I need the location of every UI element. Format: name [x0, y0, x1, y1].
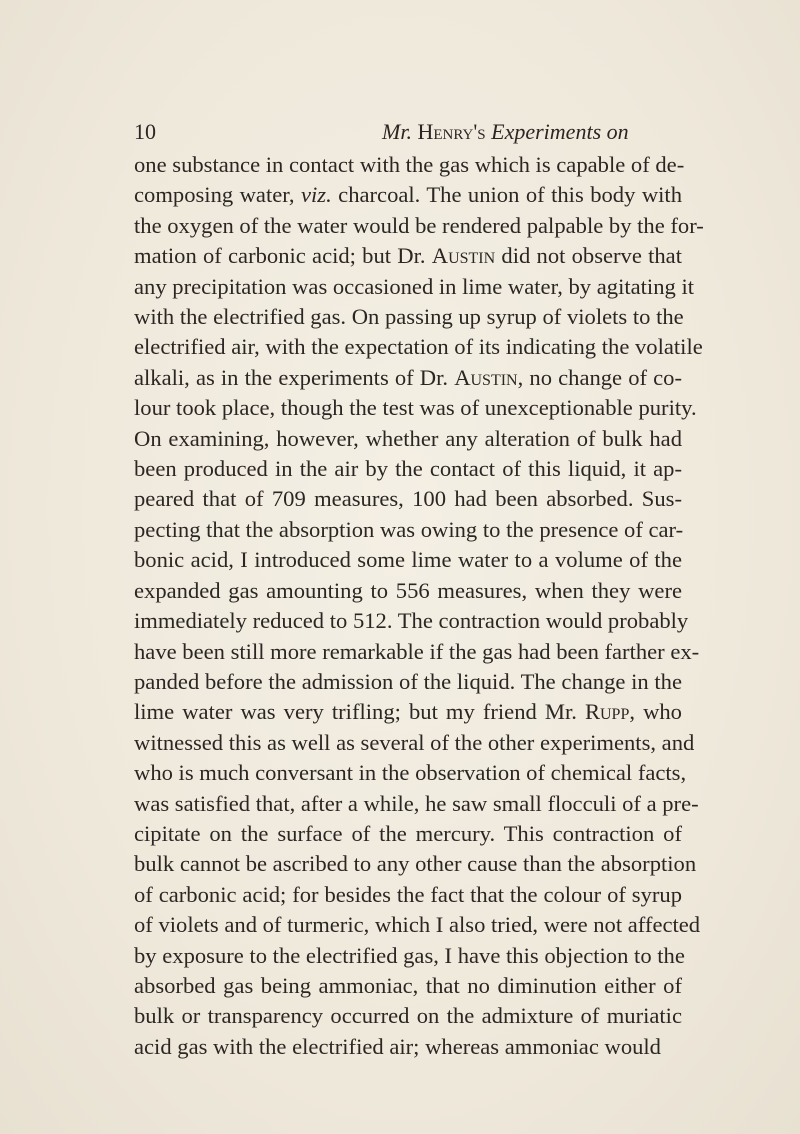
text-line	[134, 1032, 682, 1062]
text-run: , who	[629, 699, 682, 725]
text-run: have been still more remarkable if the gas had been farther ex-	[134, 638, 700, 664]
text-line	[134, 545, 682, 575]
small-caps-name: Rupp	[584, 699, 630, 725]
text-run: the oxygen of the water would be rendered palpable by the for-	[134, 212, 704, 238]
text-line	[134, 272, 695, 302]
text-line	[134, 241, 682, 271]
text-run: immediately reduced to 512. The contraction would probably	[134, 608, 689, 634]
text-line	[134, 606, 689, 636]
text-line	[134, 880, 682, 910]
text-line	[134, 332, 703, 362]
text-run: peared that of 709 measures, 100 had been absorbed. Sus-	[134, 486, 682, 512]
text-run: expanded gas amounting to 556 measures, when they were	[134, 577, 682, 603]
text-run: any precipitation was occasioned in lime water, by agitating it	[134, 273, 695, 299]
running-head-name: Henry's	[417, 119, 486, 144]
text-run: lime water was very trifling; but my friend Mr.	[134, 699, 585, 725]
text-line	[134, 302, 682, 332]
text-run: of carbonic acid; for besides the fact that the colour of syrup	[134, 881, 682, 907]
text-run: who is much conversant in the observation of chemical facts,	[134, 760, 687, 786]
text-run: lour took place, though the test was of unexceptionable purity.	[134, 395, 697, 421]
text-line	[134, 697, 682, 727]
text-line	[134, 910, 701, 940]
text-run: , no change of co-	[517, 364, 683, 390]
text-run: alkali, as in the experiments of Dr.	[134, 364, 455, 390]
text-line	[134, 454, 682, 484]
text-line	[134, 941, 685, 971]
running-head-title: Experiments on	[491, 119, 629, 144]
text-run: bulk or transparency occurred on the admixture of muriatic	[134, 1003, 682, 1029]
text-line	[134, 180, 682, 210]
running-head-author: Mr.	[382, 119, 412, 144]
text-line	[134, 667, 682, 697]
text-line	[134, 637, 700, 667]
text-run: witnessed this as well as several of the other experiments, and	[134, 729, 695, 755]
text-run: panded before the admission of the liquid. The change in the	[134, 668, 682, 694]
page-header	[134, 119, 682, 149]
text-run: been produced in the air by the contact of this liquid, it ap-	[134, 456, 682, 482]
text-run: absorbed gas being ammoniac, that no diminution either of	[134, 972, 682, 998]
text-line	[134, 758, 687, 788]
page-number: 10	[134, 119, 156, 144]
text-line	[134, 515, 682, 545]
text-line	[134, 819, 682, 849]
small-caps-name: Austin	[454, 364, 518, 390]
text-line	[134, 789, 699, 819]
text-line	[134, 576, 682, 606]
text-run: On examining, however, whether any alteration of bulk had	[134, 425, 682, 451]
text-run: did not observe that	[495, 243, 682, 269]
text-run: bulk cannot be ascribed to any other cause than the absorption	[134, 851, 697, 877]
text-line	[134, 393, 697, 423]
text-run: by exposure to the electrified gas, I have this objection to the	[134, 942, 685, 968]
text-line	[134, 971, 682, 1001]
text-run: acid gas with the electrified air; whereas ammoniac would	[134, 1033, 661, 1059]
text-run: pecting that the absorption was owing to the presence of car-	[134, 516, 684, 542]
body-text	[134, 150, 704, 1062]
text-run: composing water,	[134, 182, 301, 208]
text-run: one substance in contact with the gas which is capable of de-	[134, 152, 685, 177]
italic-text: viz.	[300, 182, 332, 208]
text-run: was satisfied that, after a while, he saw small flocculi of a pre-	[134, 790, 699, 816]
text-run: electrified air, with the expectation of its indicating the volatile	[134, 334, 703, 360]
text-line	[134, 728, 695, 758]
text-line	[134, 1001, 682, 1031]
text-line	[134, 211, 704, 241]
text-line	[134, 849, 697, 879]
text-line	[134, 363, 682, 393]
text-run: bonic acid, I introduced some lime water to a volume of the	[134, 547, 682, 573]
text-line	[134, 484, 682, 514]
text-run: mation of carbonic acid; but Dr.	[134, 243, 432, 269]
text-run: charcoal. The union of this body with	[331, 182, 682, 208]
text-run: with the electrified gas. On passing up syrup of violets to the	[134, 304, 684, 330]
text-line	[134, 424, 682, 454]
small-caps-name: Austin	[431, 243, 496, 269]
text-line	[134, 150, 685, 180]
text-run: cipitate on the surface of the mercury. This contraction of	[134, 820, 682, 846]
running-head	[382, 119, 629, 145]
text-run: of violets and of turmeric, which I also tried, were not affected	[134, 912, 701, 938]
